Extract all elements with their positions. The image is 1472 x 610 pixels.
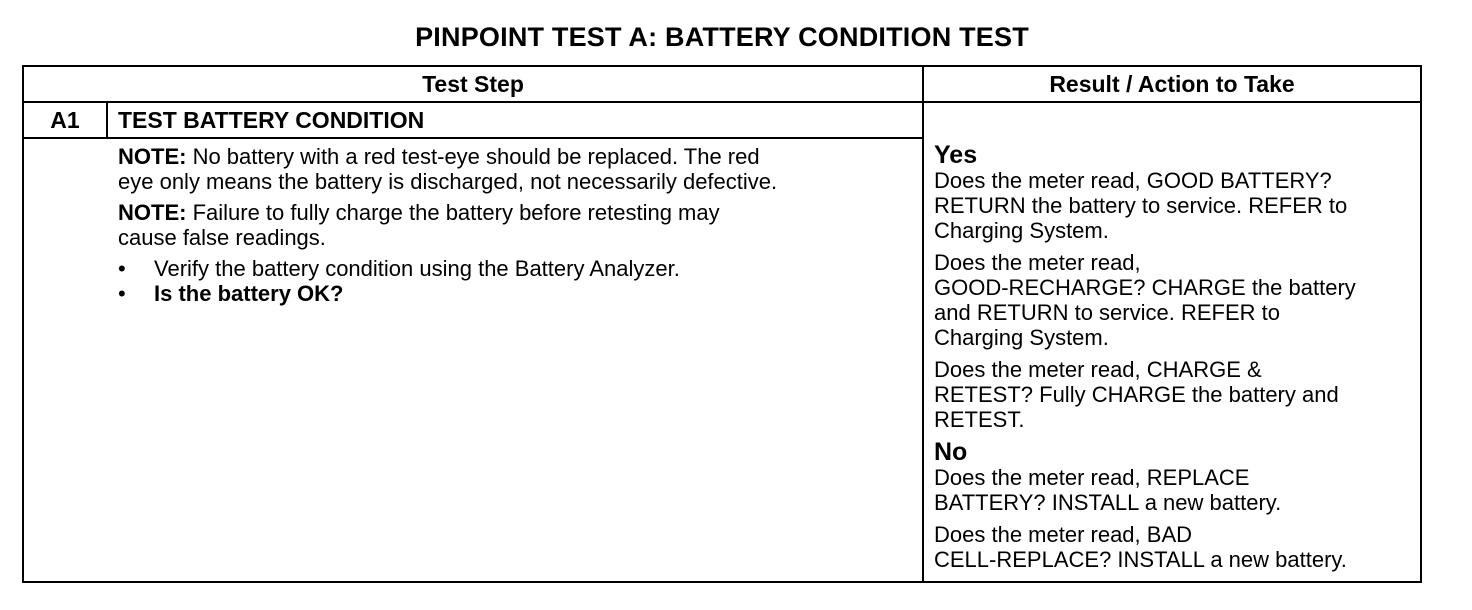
result-line: Charging System.	[934, 218, 1109, 243]
result-yes-item-1	[934, 168, 1356, 243]
step-body	[118, 144, 777, 306]
header-result-action: Result / Action to Take	[1049, 71, 1295, 97]
note-2-line-1: Failure to fully charge the battery before retesting may	[186, 200, 720, 225]
result-no-heading: No	[934, 438, 968, 466]
note-1-line-2: eye only means the battery is discharged, not necessarily defective.	[118, 169, 778, 194]
note-1-label: NOTE:	[118, 144, 187, 169]
result-line: BATTERY? INSTALL a new battery.	[934, 490, 1282, 515]
bullet-question: Is the battery OK?	[154, 281, 344, 306]
page-title: PINPOINT TEST A: BATTERY CONDITION TEST	[415, 22, 1029, 52]
result-yes-item-3	[934, 357, 1356, 432]
bullet-icon: •	[118, 256, 126, 281]
results-body	[934, 142, 1356, 579]
result-line: CELL-REPLACE? INSTALL a new battery.	[934, 547, 1347, 572]
note-1-line-1: No battery with a red test-eye should be replaced. The red	[186, 144, 760, 169]
step-row-divider	[24, 137, 922, 139]
result-line: RETEST? Fully CHARGE the battery and	[934, 382, 1339, 407]
result-line: and RETURN to service. REFER to	[934, 300, 1280, 325]
result-line: Does the meter read,	[934, 250, 1141, 275]
result-line: RETEST.	[934, 407, 1025, 432]
result-yes-item-2	[934, 250, 1356, 350]
pinpoint-test-table	[22, 65, 1422, 583]
column-divider	[922, 67, 924, 581]
result-line: RETURN the battery to service. REFER to	[934, 193, 1348, 218]
header-test-step: Test Step	[422, 71, 524, 97]
step-name: TEST BATTERY CONDITION	[118, 107, 425, 133]
note-2-line-2: cause false readings.	[118, 225, 326, 250]
result-no-item-1	[934, 465, 1356, 515]
bullet-icon: •	[118, 281, 126, 306]
result-line: Does the meter read, REPLACE	[934, 465, 1250, 490]
bullet-item	[118, 256, 777, 281]
bullet-item	[118, 281, 777, 306]
step-id-divider	[106, 103, 108, 137]
result-line: Does the meter read, BAD	[934, 522, 1193, 547]
step-id: A1	[50, 107, 80, 133]
result-yes-heading: Yes	[934, 141, 978, 169]
result-line: GOOD-RECHARGE? CHARGE the battery	[934, 275, 1356, 300]
result-line: Does the meter read, CHARGE &	[934, 357, 1262, 382]
result-no-item-2	[934, 522, 1356, 572]
note-1	[118, 144, 777, 194]
note-2	[118, 200, 777, 250]
bullet-text: Verify the battery condition using the Battery Analyzer.	[154, 256, 680, 281]
result-line: Does the meter read, GOOD BATTERY?	[934, 168, 1332, 193]
note-2-label: NOTE:	[118, 200, 187, 225]
result-line: Charging System.	[934, 325, 1109, 350]
